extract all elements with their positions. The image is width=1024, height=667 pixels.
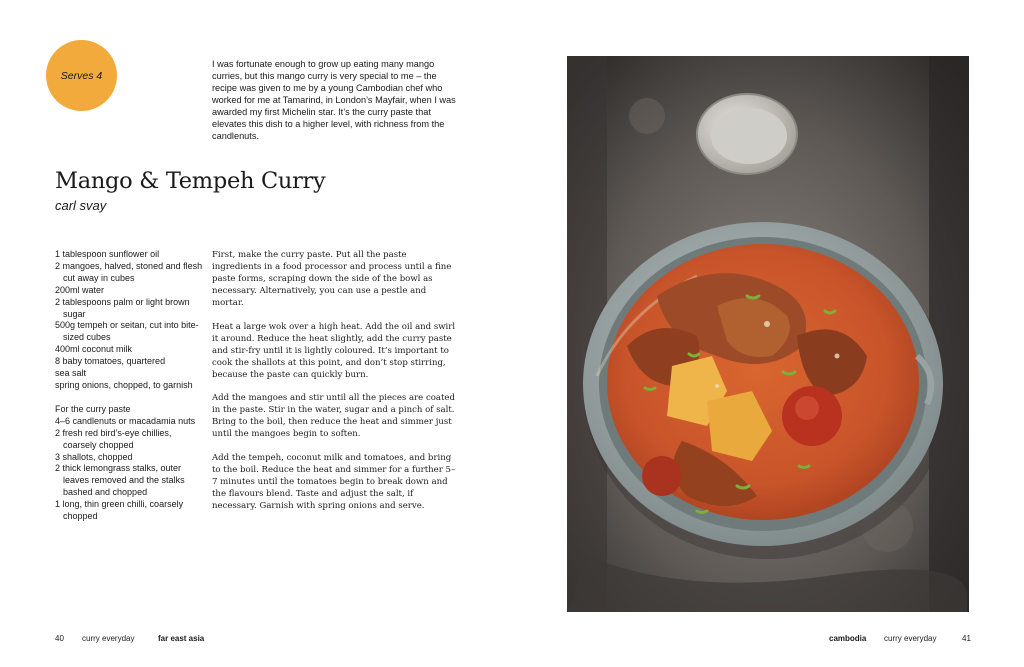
ingredient-item: 400ml coconut milk xyxy=(55,344,133,355)
running-head-section-right: cambodia xyxy=(829,634,867,643)
ingredient-item: 2 mangoes, halved, stoned and flesh cut away in cubes xyxy=(55,260,203,283)
page-number-left: 40 xyxy=(55,634,64,643)
ingredient-item: 500g tempeh or seitan, cut into bite-sized cubes xyxy=(55,320,199,343)
paste-ingredient-item: 4–6 candlenuts or macadamia nuts xyxy=(55,415,196,426)
paste-heading: For the curry paste xyxy=(55,403,131,414)
ingredient-item: 1 tablespoon sunflower oil xyxy=(55,249,160,259)
ingredient-item: spring onions, chopped, to garnish xyxy=(55,379,193,390)
ingredient-item: 2 tablespoons palm or light brown sugar xyxy=(55,296,190,319)
method-step: Add the mangoes and stir until all the pieces are coated in the paste. Stir in the water, sugar and a pinch of salt. Bring to the boil, then reduce the heat and simmer just until the mangoes begin to soften. xyxy=(212,393,455,439)
curry-bowl-illustration xyxy=(567,56,969,612)
paste-ingredient-item: 3 shallots, chopped xyxy=(55,451,133,462)
ingredient-item: 200ml water xyxy=(55,284,105,295)
recipe-author: carl svay xyxy=(55,198,107,213)
paste-ingredient-item: 2 fresh red bird’s-eye chillies, coarsely chopped xyxy=(55,427,172,450)
running-head-book-left: curry everyday xyxy=(82,634,135,643)
paste-ingredient-item: 1 long, thin green chilli, coarsely chopped xyxy=(55,499,184,522)
running-head-section-left: far east asia xyxy=(158,634,205,643)
intro-paragraph: I was fortunate enough to grow up eating many mango curries, but this mango curry is very special to me – the recipe was given to me by a young Cambodian chef who worked for me at Tamarind, in London’s Mayfair, when I was awarded my first Michelin star. It’s the curry paste that elevates this dish to a higher level, with richness from the candlenuts. xyxy=(212,59,456,141)
method-steps xyxy=(212,249,458,523)
serves-label: Serves 4 xyxy=(60,69,103,82)
paste-ingredient-item: 2 thick lemongrass stalks, outer leaves removed and the stalks bashed and chopped xyxy=(55,463,185,498)
running-head-book-right: curry everyday xyxy=(884,634,937,643)
curry-bowl-photo xyxy=(567,56,969,612)
method-step: Add the tempeh, coconut milk and tomatoes, and bring to the boil. Reduce the heat and simmer for a further 5–7 minutes until the tomatoes begin to break down and the flavours blend. Taste and adjust the salt, if necessary. Garnish with spring onions and serve. xyxy=(212,452,456,511)
method-step: Heat a large wok over a high heat. Add the oil and swirl it around. Reduce the heat slightly, add the curry paste and stir-fry until it is lightly coloured. It’s important to cook the shallots at this point, and don’t stop stirring, because the paste can quickly burn. xyxy=(212,321,456,380)
serves-badge xyxy=(46,40,117,111)
ingredients-list xyxy=(55,249,205,523)
method-step: First, make the curry paste. Put all the paste ingredients in a food processor and process until a fine paste forms, scraping down the side of the bowl as necessary. Alternatively, you can use a pestle and mortar. xyxy=(212,250,452,308)
ingredient-item: 8 baby tomatoes, quartered xyxy=(55,356,166,367)
ingredient-item: sea salt xyxy=(55,368,87,379)
recipe-title: Mango & Tempeh Curry xyxy=(55,168,326,194)
page-number-right: 41 xyxy=(962,634,971,643)
